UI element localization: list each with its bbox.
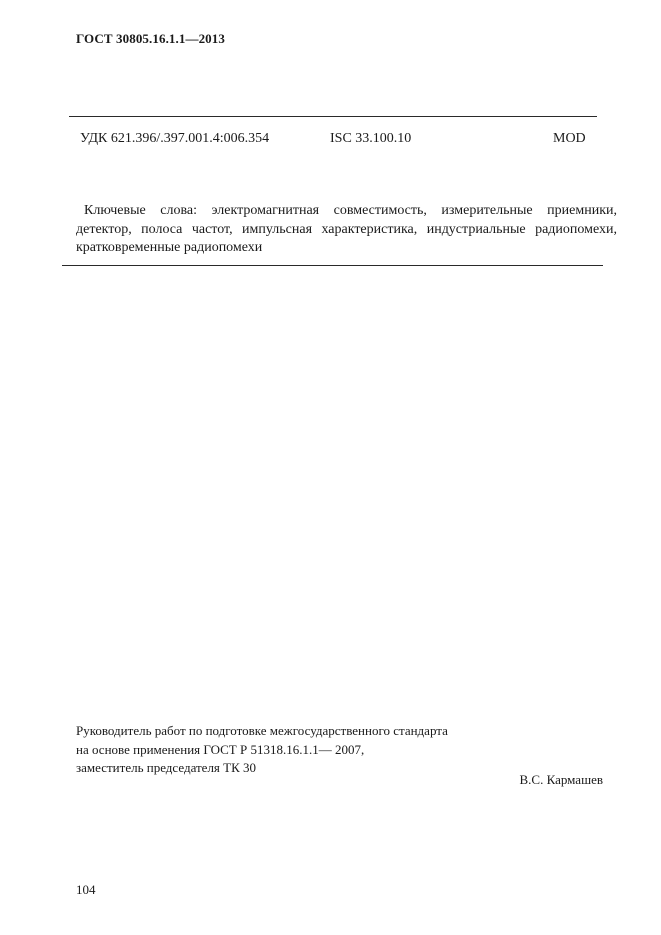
top-divider — [69, 116, 597, 117]
bottom-divider — [62, 265, 603, 266]
mod-marker: MOD — [553, 131, 586, 146]
keywords-paragraph: Ключевые слова: электромагнитная совместимость, измерительные приемники, детектор, полоса частот, импульсная характеристика, индустриальные радиопомехи, кратковременные радиопомехи — [76, 203, 617, 255]
signature-line-1: Руководитель работ по подготовке межгосударственного стандарта — [76, 723, 448, 738]
document-header-standard-code: ГОСТ 30805.16.1.1—2013 — [76, 31, 225, 46]
udk-code: УДК 621.396/.397.001.4:006.354 — [80, 131, 270, 146]
page-number: 104 — [76, 882, 96, 897]
signature-block — [76, 722, 606, 778]
isc-code: ISC 33.100.10 — [330, 131, 412, 146]
signature-line-3: заместитель председателя ТК 30 — [76, 760, 257, 775]
signature-line-2: на основе применения ГОСТ Р 51318.16.1.1— 2007, — [76, 741, 365, 757]
signatory-name: В.С. Кармашев — [519, 772, 603, 787]
